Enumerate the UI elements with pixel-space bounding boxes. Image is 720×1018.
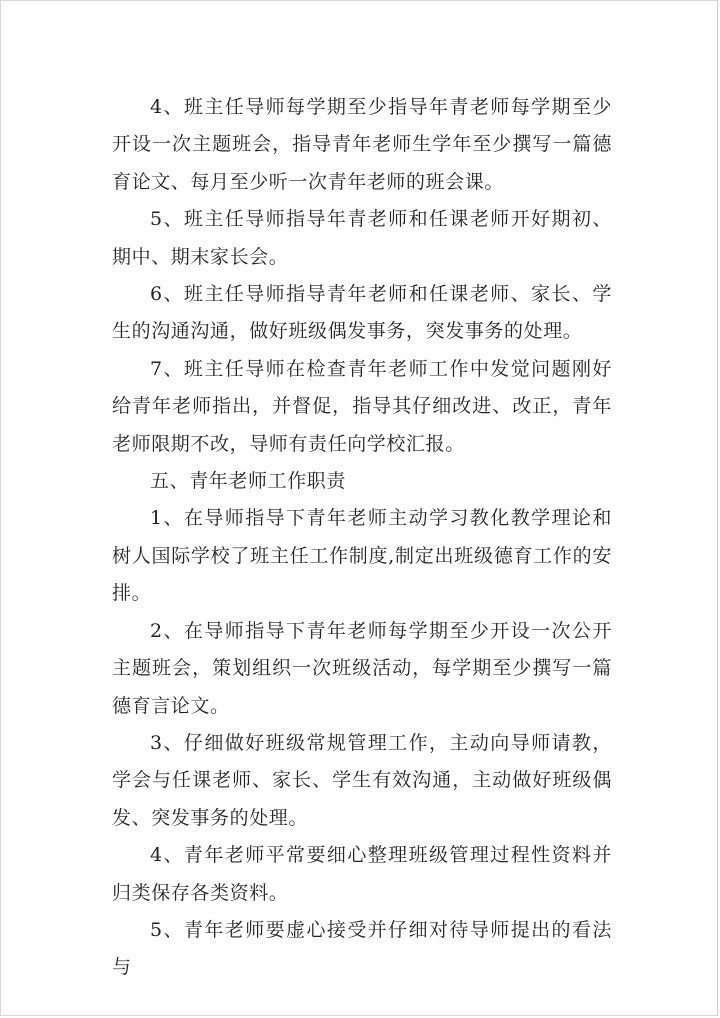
paragraph-item-7-inspection: 7、班主任导师在检查青年老师工作中发觉问题刚好给青年老师指出，并督促，指导其仔细改进、改正，青年老师限期不改，导师有责任向学校汇报。 xyxy=(112,357,612,455)
paragraph-duty-5-feedback: 5、青年老师要虚心接受并仔细对待导师提出的看法与 xyxy=(112,918,612,979)
paragraph-item-4-mentor-guidance: 4、班主任导师每学期至少指导年青老师每学期至少开设一次主题班会，指导青年老师生学年至少撰写一篇德育论文、每月至少听一次青年老师的班会课。 xyxy=(112,96,612,193)
paragraph-duty-3-management: 3、仔细做好班级常规管理工作，主动向导师请教，学会与任课老师、家长、学生有效沟通，主动做好班级偶发、突发事务的处理。 xyxy=(112,731,612,829)
paragraph-duty-1-study: 1、在导师指导下青年老师主动学习教化教学理论和树人国际学校了班主任工作制度,制定出班级德育工作的安排。 xyxy=(112,507,612,605)
paragraph-duty-2-class-meeting: 2、在导师指导下青年老师每学期至少开设一次公开主题班会，策划组织一次班级活动，每学期至少撰写一篇德育言论文。 xyxy=(112,619,612,717)
paragraph-item-6-communication: 6、班主任导师指导青年老师和任课老师、家长、学生的沟通沟通，做好班级偶发事务，突发事务的处理。 xyxy=(112,283,612,343)
section-heading-young-teacher-duties: 五、青年老师工作职责 xyxy=(150,470,347,493)
paragraph-duty-4-records: 4、青年老师平常要细心整理班级管理过程性资料并归类保存各类资料。 xyxy=(112,844,612,904)
paragraph-item-5-parent-meetings: 5、班主任导师指导年青老师和任课老师开好期初、期中、期末家长会。 xyxy=(112,208,612,268)
document-body xyxy=(112,89,612,987)
